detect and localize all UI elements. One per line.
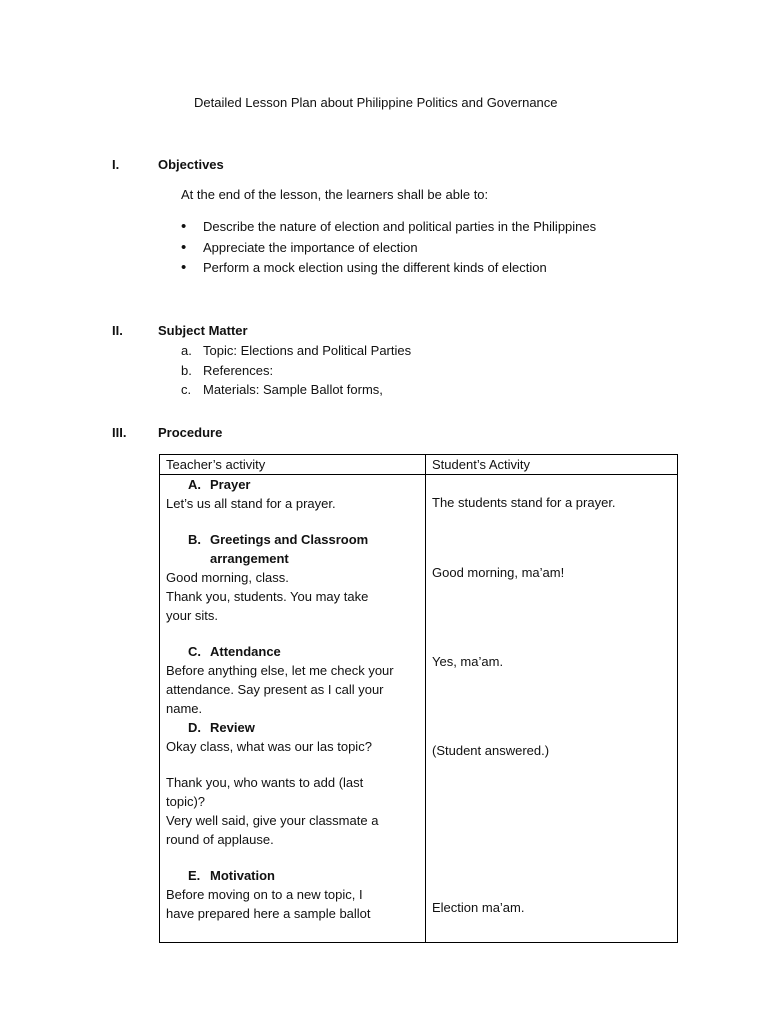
teacher-line: round of applause.	[166, 832, 274, 847]
section-title-attendance: Attendance	[210, 644, 281, 659]
teacher-line: Thank you, who wants to add (last	[166, 775, 364, 790]
list-item: • Perform a mock election using the different kinds of election	[181, 259, 596, 280]
list-item	[181, 362, 411, 382]
teacher-line: Very well said, give your classmate a	[166, 813, 379, 828]
table-row	[160, 475, 678, 943]
section-heading-subject-matter: Subject Matter	[158, 323, 248, 338]
teacher-activity-cell	[160, 475, 426, 943]
teacher-line: Good morning, class.	[166, 570, 289, 585]
list-marker: c.	[181, 382, 192, 397]
list-item: • Appreciate the importance of election	[181, 239, 596, 260]
list-text: Materials: Sample Ballot forms,	[203, 382, 383, 397]
section-title-motivation: Motivation	[210, 868, 275, 883]
section-title-greetings: Greetings and Classroom	[210, 532, 369, 547]
section-marker: A.	[188, 477, 201, 492]
objectives-intro: At the end of the lesson, the learners shall be able to:	[181, 187, 489, 202]
list-item	[181, 381, 411, 401]
table-header-row	[160, 455, 678, 475]
section-numeral-objectives: I.	[112, 157, 120, 172]
section-marker: B.	[188, 532, 201, 547]
teacher-line: have prepared here a sample ballot	[166, 906, 371, 921]
list-marker: a.	[181, 343, 192, 358]
teacher-line: name.	[166, 701, 203, 716]
teacher-line: Before moving on to a new topic, I	[166, 887, 363, 902]
section-title-review: Review	[210, 720, 255, 735]
list-item: • Describe the nature of election and political parties in the Philippines	[181, 218, 596, 239]
student-line: The students stand for a prayer.	[432, 495, 616, 510]
objectives-list	[181, 218, 596, 280]
student-line: Good morning, ma’am!	[432, 565, 565, 580]
teacher-line: attendance. Say present as I call your	[166, 682, 384, 697]
student-activity-cell	[426, 475, 678, 943]
column-header-teacher: Teacher’s activity	[160, 455, 426, 475]
section-numeral-subject-matter: II.	[112, 323, 123, 338]
teacher-line: Let’s us all stand for a prayer.	[166, 496, 336, 511]
list-marker: b.	[181, 362, 192, 378]
student-line: Election ma’am.	[432, 900, 525, 915]
teacher-line: your sits.	[166, 608, 219, 623]
document-title: Detailed Lesson Plan about Philippine Politics and Governance	[194, 95, 558, 110]
section-numeral-procedure: III.	[112, 425, 127, 440]
student-line: (Student answered.)	[432, 743, 550, 758]
section-title-prayer: Prayer	[210, 477, 251, 492]
section-marker: E.	[188, 868, 201, 883]
teacher-line: Thank you, students. You may take	[166, 589, 369, 604]
section-heading-procedure: Procedure	[158, 425, 223, 440]
procedure-table	[159, 454, 678, 943]
teacher-line: topic)?	[166, 794, 206, 809]
section-title-greetings-cont: arrangement	[210, 551, 289, 566]
list-text: Topic: Elections and Political Parties	[203, 343, 412, 358]
section-marker: C.	[188, 644, 201, 659]
section-heading-objectives: Objectives	[158, 157, 224, 172]
list-text: References:	[203, 362, 274, 378]
column-header-student: Student’s Activity	[426, 455, 678, 475]
list-item	[181, 342, 411, 362]
subject-matter-list	[181, 342, 411, 401]
section-marker: D.	[188, 720, 201, 735]
teacher-line: Okay class, what was our las topic?	[166, 739, 372, 754]
teacher-line: Before anything else, let me check your	[166, 663, 394, 678]
student-line: Yes, ma’am.	[432, 654, 504, 669]
